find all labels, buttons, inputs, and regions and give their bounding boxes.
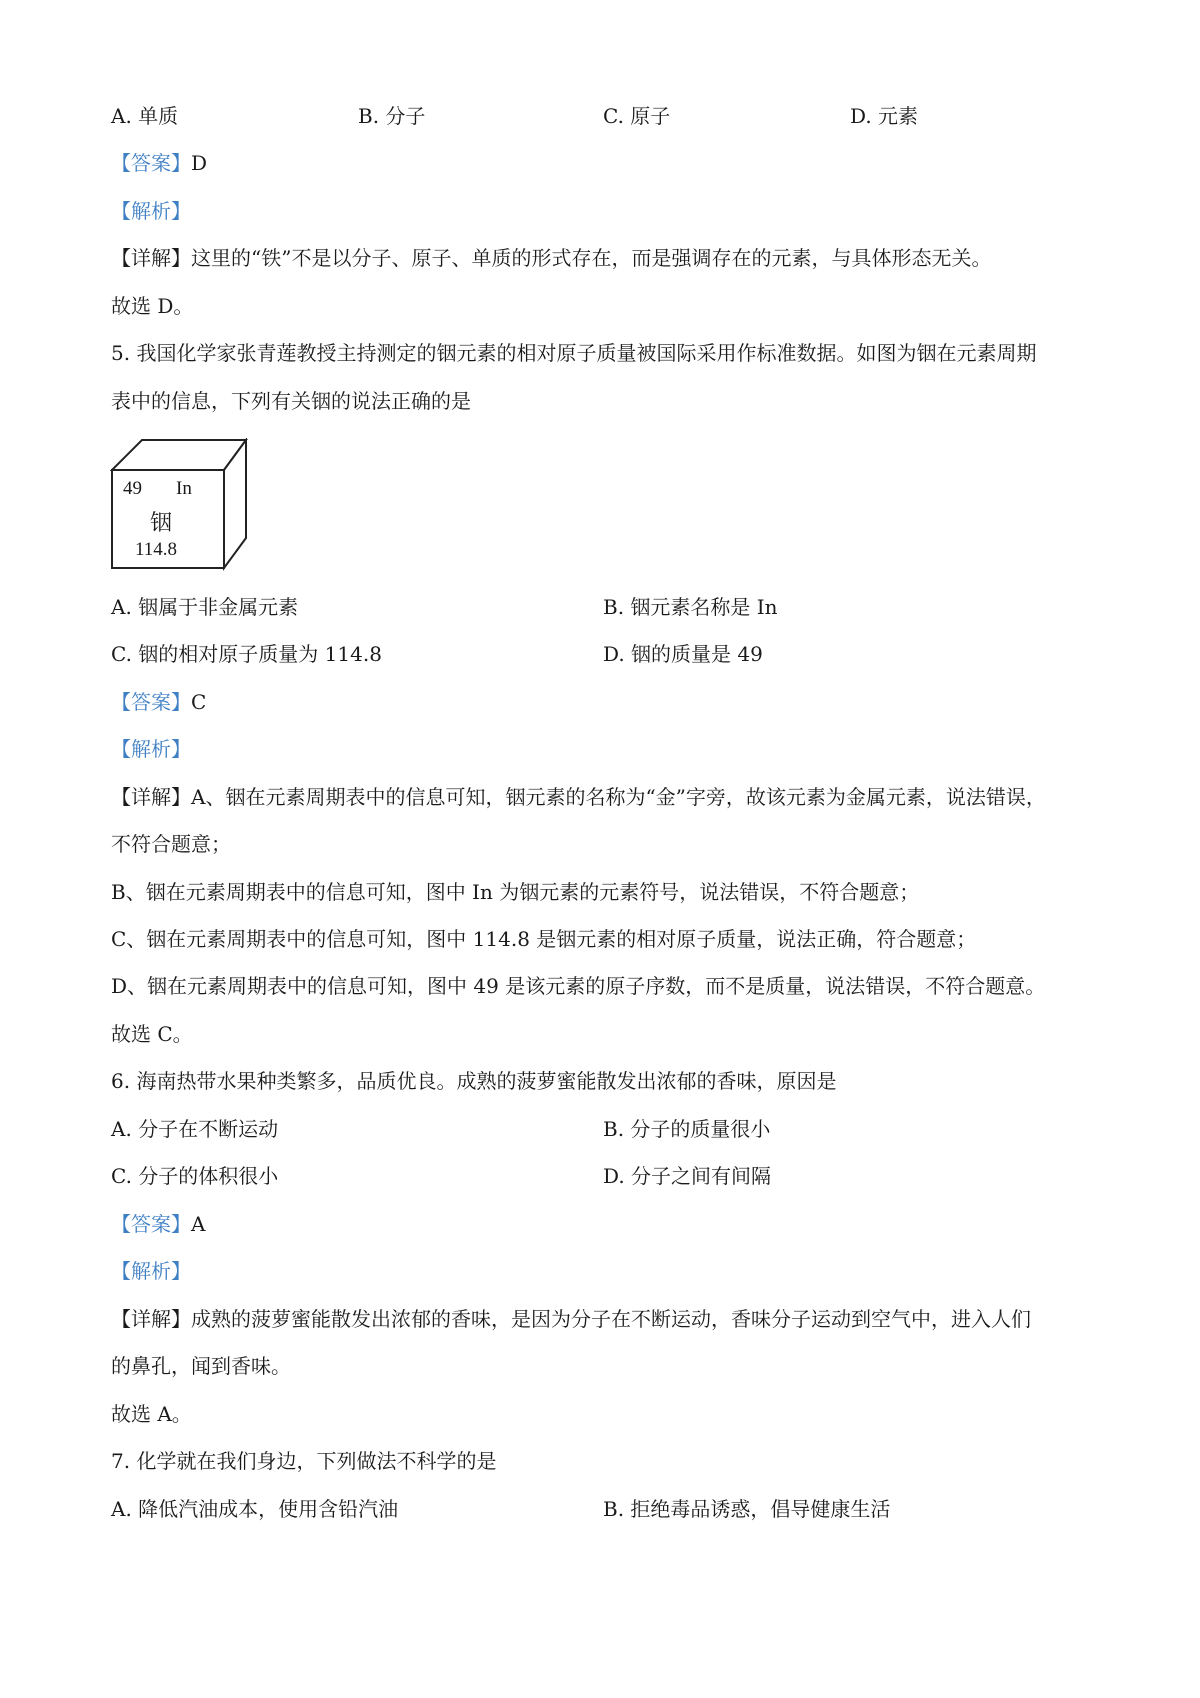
- q5-choose: 故选 C。: [111, 1022, 193, 1046]
- q5-option-a: A. 铟属于非金属元素: [111, 595, 299, 619]
- answer-tag: 【答案】: [111, 151, 191, 175]
- atomic-number: 49: [123, 478, 142, 499]
- q5-answer: [111, 692, 206, 712]
- q6-detail-line2: 的鼻孔，闻到香味。: [111, 1354, 291, 1378]
- element-cube-frame: [110, 438, 250, 572]
- q6-stem: 6. 海南热带水果种类繁多，品质优良。成熟的菠萝蜜能散发出浓郁的香味，原因是: [111, 1069, 837, 1093]
- element-symbol: In: [176, 478, 192, 499]
- answer-value: A: [191, 1212, 206, 1236]
- q4-detail: 【详解】这里的“铁”不是以分子、原子、单质的形式存在，而是强调存在的元素，与具体形态无关。: [111, 246, 992, 270]
- answer-tag: 【答案】: [111, 690, 191, 714]
- q5-analysis-tag: 【解析】: [111, 737, 191, 761]
- q4-option-b: B. 分子: [358, 104, 426, 128]
- q4-choose: 故选 D。: [111, 294, 194, 318]
- q5-detail-d: D、铟在元素周期表中的信息可知，图中 49 是该元素的原子序数，而不是质量，说法错误，不符合题意。: [111, 974, 1046, 998]
- atomic-mass: 114.8: [135, 539, 178, 560]
- q4-option-c: C. 原子: [603, 104, 671, 128]
- q5-option-b: B. 铟元素名称是 In: [603, 595, 778, 619]
- q7-stem: 7. 化学就在我们身边，下列做法不科学的是: [111, 1449, 497, 1473]
- q4-option-a: A. 单质: [111, 104, 179, 128]
- q6-choose: 故选 A。: [111, 1402, 192, 1426]
- q6-option-b: B. 分子的质量很小: [603, 1117, 771, 1141]
- q4-option-d: D. 元素: [850, 104, 919, 128]
- q5-detail-line2: 不符合题意；: [111, 832, 231, 856]
- q6-option-c: C. 分子的体积很小: [111, 1164, 279, 1188]
- q6-option-a: A. 分子在不断运动: [111, 1117, 279, 1141]
- q5-stem-line1: 5. 我国化学家张青莲教授主持测定的铟元素的相对原子质量被国际采用作标准数据。如图为铟在元素周期: [111, 341, 1037, 365]
- q7-option-b: B. 拒绝毒品诱惑，倡导健康生活: [603, 1497, 891, 1521]
- answer-value: D: [191, 151, 208, 175]
- q5-detail-c: C、铟在元素周期表中的信息可知，图中 114.8 是铟元素的相对原子质量，说法正确，符合题意；: [111, 927, 977, 951]
- q5-detail-line1: 【详解】A、铟在元素周期表中的信息可知，铟元素的名称为“金”字旁，故该元素为金属元素，说法错误，: [111, 785, 1046, 809]
- q5-option-c: C. 铟的相对原子质量为 114.8: [111, 642, 382, 666]
- q5-option-d: D. 铟的质量是 49: [603, 642, 763, 666]
- element-card-indium: [110, 438, 250, 572]
- q7-option-a: A. 降低汽油成本，使用含铅汽油: [111, 1497, 399, 1521]
- q4-answer: [111, 153, 207, 173]
- q6-detail-line1: 【详解】成熟的菠萝蜜能散发出浓郁的香味，是因为分子在不断运动，香味分子运动到空气中，进入人们: [111, 1307, 1031, 1331]
- answer-value: C: [191, 690, 207, 714]
- q6-answer: [111, 1214, 205, 1234]
- q6-option-d: D. 分子之间有间隔: [603, 1164, 772, 1188]
- q5-detail-b: B、铟在元素周期表中的信息可知，图中 In 为铟元素的元素符号，说法错误，不符合题意；: [111, 880, 920, 904]
- q5-stem-line2: 表中的信息，下列有关铟的说法正确的是: [111, 389, 471, 413]
- q4-analysis-tag: 【解析】: [111, 199, 191, 223]
- element-name: 铟: [150, 511, 173, 536]
- q6-analysis-tag: 【解析】: [111, 1259, 191, 1283]
- answer-tag: 【答案】: [111, 1212, 191, 1236]
